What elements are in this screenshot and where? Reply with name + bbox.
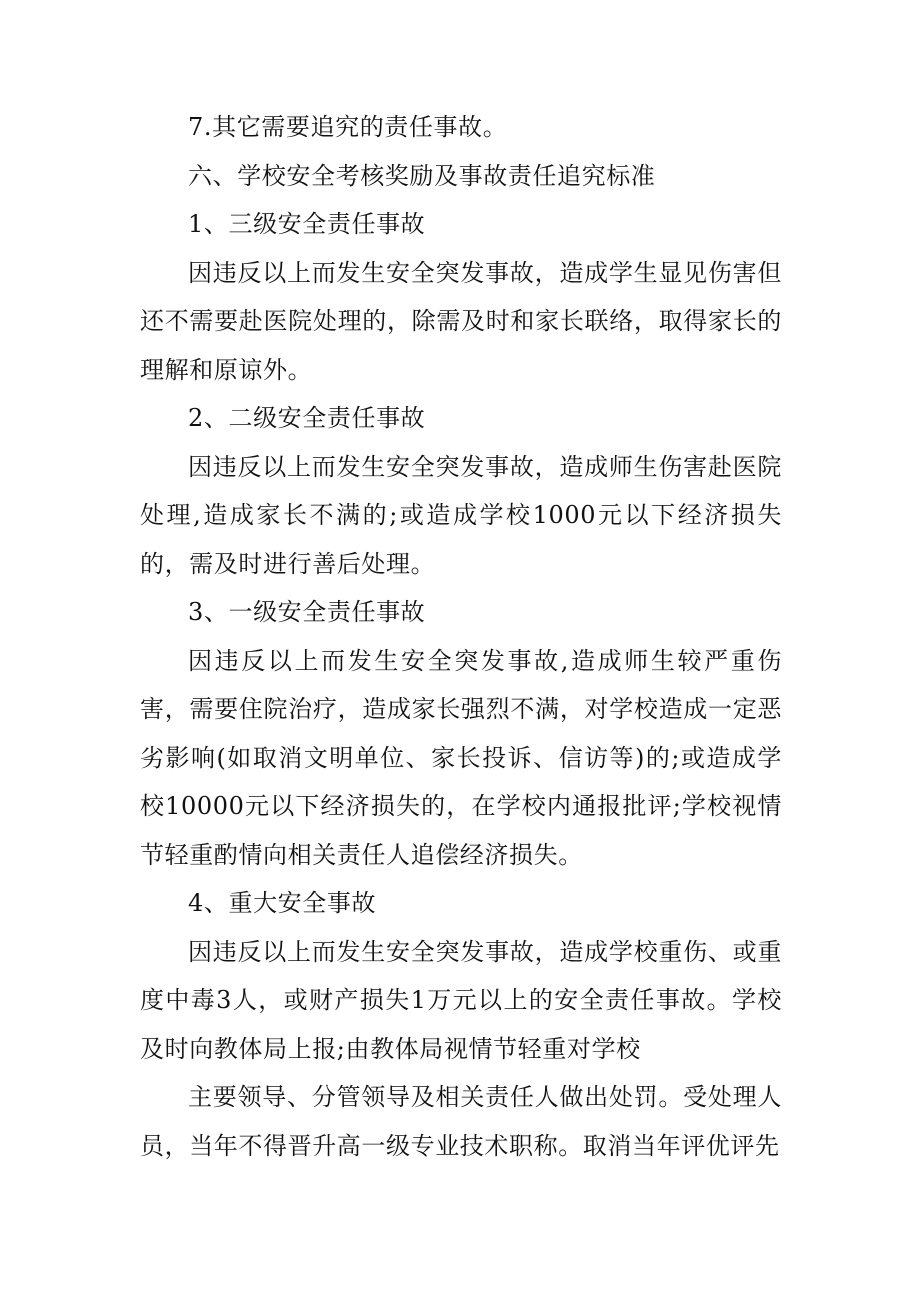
paragraph-level-1-description: 因违反以上而发生安全突发事故,造成师生较严重伤害，需要住院治疗，造成家长强烈不满，对学校造成一定恶劣影响(如取消文明单位、家长投诉、信访等)的;或造成学校10000元以下经济损失的，在学校内通报批评;学校视情节轻重酌情向相关责任人追偿经济损失。: [140, 646, 782, 869]
subheading-major-accident: 4、重大安全事故: [188, 889, 377, 917]
paragraph-major-accident-description: 因违反以上而发生安全突发事故，造成学校重伤、或重度中毒3人，或财产损失1万元以上的安全责任事故。学校及时向教体局上报;由教体局视情节轻重对学校: [140, 937, 782, 1063]
subheading-level-1-accident: 3、一级安全责任事故: [188, 598, 426, 626]
paragraph-penalty-description: 主要领导、分管领导及相关责任人做出处罚。受处理人员，当年不得晋升高一级专业技术职称。取消当年评优评先: [140, 1083, 782, 1160]
subheading-level-3-accident: 1、三级安全责任事故: [188, 210, 426, 238]
section-heading-6: 六、学校安全考核奖励及事故责任追究标准: [188, 161, 656, 190]
paragraph-item-7: 7.其它需要追究的责任事故。: [188, 113, 508, 141]
subheading-level-2-accident: 2、二级安全责任事故: [188, 404, 426, 432]
paragraph-level-2-description: 因违反以上而发生安全突发事故，造成师生伤害赴医院处理,造成家长不满的;或造成学校1000元以下经济损失的，需及时进行善后处理。: [140, 452, 782, 578]
document-body: [140, 103, 782, 1170]
paragraph-level-3-description: 因违反以上而发生安全突发事故，造成学生显见伤害但还不需要赴医院处理的，除需及时和家长联络，取得家长的理解和原谅外。: [140, 258, 782, 384]
